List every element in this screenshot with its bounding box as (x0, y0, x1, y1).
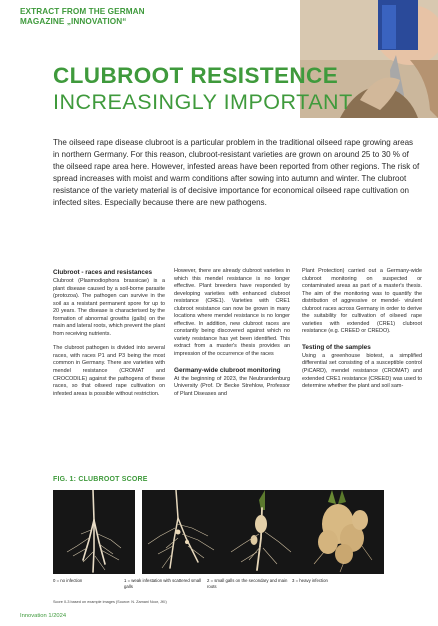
root-photo-score-1 (142, 490, 224, 574)
figure-caption-0: 0 = no infection (53, 578, 83, 583)
section-heading: Germany-wide clubroot monitoring (174, 366, 281, 374)
root-photo-score-2 (221, 490, 303, 574)
paragraph: Using a greenhouse biotest, a simplified differential set consisting of a susceptible control (PiCARD), mendel resistance (CROMAT) and extended CRE1 resistance (CREED) was used to determine whether the plant and soil sam- (302, 352, 422, 390)
root-photo-score-0 (53, 490, 135, 574)
headline-line-2: INCREASINGLY IMPORTANT (53, 90, 353, 114)
paragraph: However, there are already clubroot varieties in which this mendel resistance is no longer effective. Plant breeders have responded by developing varieties with enhanced clubroot resistance (CRE1). Varieties with CRE1 clubroot resistance can now be grown in many locations where mendel resistance is no longer effective. In addition, new clubroot races are constantly being discovered against which no variety resistance has yet been identified. This extract from a master's thesis provides an impression of the occurrence of the races (174, 268, 290, 358)
paragraph: Clubroot (Plasmodiophora brassicae) is a plant disease caused by a soil-borne parasite (protozoa). The pathogen can survive in the soil as a resistant permanent spore for up to 20 years. The disease is characterised by the formation of abnormal growths (galls) on the main and lateral roots, which prevent the plant from receiving nutrients. (53, 278, 165, 337)
lead-paragraph: The oilseed rape disease clubroot is a particular problem in the traditional oilseed rape growing areas in northern Germany. For this reason, clubroot-resistant varieties are grown on around 25 to 30 % of the oilseed rape area here. However, infested areas have been reported from other regions. The risk of spread increases with moist and warm conditions after sowing into autumn and winter. The clubroot resistance of the variety material is of decisive importance for economical oilseed rape cultivation on infected sites. Especially because there are new pathogens. (53, 138, 420, 208)
body-column-1 (53, 268, 165, 405)
body-column-2 (174, 268, 290, 405)
kicker (20, 7, 270, 27)
figure-caption-2: 2 = small galls on the secondary and main roots (207, 578, 288, 589)
paragraph: At the beginning of 2023, the Neubrandenburg University (Prof. Dr Becke Strehlow, Professor of Plant Diseases and (174, 375, 290, 397)
kicker-line-2: MAGAZINE „INNOVATION“ (20, 17, 127, 26)
paragraph: Plant Protection) carried out a Germany-wide clubroot monitoring on suspected or contaminated areas as part of a master's thesis. The aim of the monitoring was to quantify the distribution of aggressive or mendel- virulent clubroot races across Germany in order to derive the suitability for cultivation of oilseed rape varieties with extended (CRE1) clubroot resistance (e.g. CREED or CREDO). (302, 268, 422, 335)
kicker-line-1: EXTRACT FROM THE GERMAN (20, 7, 145, 16)
body-column-3 (302, 268, 422, 398)
figure-caption-1: 1 = weak infestation with scattered small galls (124, 578, 202, 589)
headline-line-1: CLUBROOT RESISTENCE (53, 63, 339, 88)
section-heading: Testing of the samples (302, 343, 371, 351)
figure-title: FIG. 1: CLUBROOT SCORE (53, 476, 148, 483)
page-footer: Innovation 1/2024 (20, 613, 67, 619)
figure-source: Score 0-3 based on example images (Source: N. Zamani Noor, JKI) (53, 600, 167, 604)
root-photo-score-3 (302, 490, 384, 574)
figure-caption-3: 3 = heavy infection (292, 578, 328, 583)
section-heading: Clubroot - races and resistances (53, 269, 153, 276)
paragraph: The clubroot pathogen is divided into several races, with races P1 and P3 being the most common in Germany. There are varieties with mendel resistance (CROMAT and CROCODILE) against the pathogens of these races, so that oilseed rape cultivation on infested areas is possible without restriction. (53, 345, 165, 397)
